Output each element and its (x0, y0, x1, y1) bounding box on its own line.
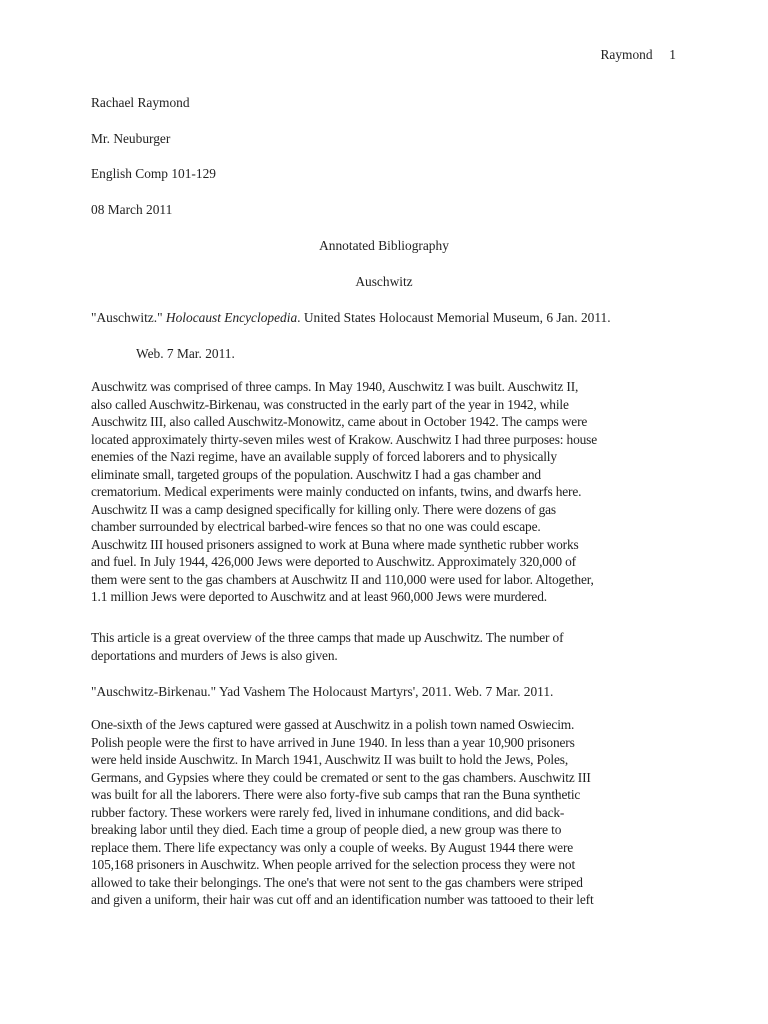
instructor-name: Mr. Neuburger (91, 131, 171, 146)
date: 08 March 2011 (91, 202, 173, 217)
header-page-number: 1 (669, 47, 676, 62)
annotation-1: This article is a great overview of the three camps that made up Auschwitz. The number of deportations and murders of Jews is also given. (91, 630, 564, 663)
running-header (600, 47, 676, 63)
student-name: Rachael Raymond (91, 95, 190, 110)
citation-1-continued: Web. 7 Mar. 2011. (136, 346, 235, 361)
document-subtitle: Auschwitz (355, 274, 413, 289)
citation-2: "Auschwitz-Birkenau." Yad Vashem The Holocaust Martyrs', 2011. Web. 7 Mar. 2011. (91, 684, 554, 699)
citation-1-suffix: . United States Holocaust Memorial Museum, 6 Jan. 2011. (297, 310, 611, 325)
citation-1-italic-title: Holocaust Encyclopedia (165, 310, 298, 325)
summary-2: One-sixth of the Jews captured were gassed at Auschwitz in a polish town named Oswiecim. Polish people were the first to have arrived in June 1940. In less than a year 10,900 prisoners were held inside Auschwitz. In March 1941, Auschwitz II was built to hold the Jews, Poles, Germans, and Gypsies where they could be cremated or sent to the gas chambers. Auschwitz III was built for all the laborers. There were also forty-five sub camps that ran the Buna synthetic rubber factory. These workers were rarely fed, lived in inhumane conditions, and did back- breaking labor until they died. Each time a group of people died, a new group was there to replace them. There life expectancy was only a couple of weeks. By August 1944 there were 105,168 prisoners in Auschwitz. When people arrived for the selection process they were not allowed to take their belongings. The one's that were not sent to the gas chambers were striped and given a uniform, their hair was cut off and an identification number was tattooed to their left (91, 717, 594, 907)
header-name: Raymond (600, 47, 653, 62)
course-name: English Comp 101-129 (91, 166, 216, 181)
summary-1: Auschwitz was comprised of three camps. In May 1940, Auschwitz I was built. Auschwitz II, also called Auschwitz-Birkenau, was constructed in the early part of the year in 1942, while Auschwitz III, also called Auschwitz-Monowitz, came about in October 1942. The camps were located approximately thirty-seven miles west of Krakow. Auschwitz I had three purposes: house enemies of the Nazi regime, have an available supply of forced laborers and to physically eliminate small, targeted groups of the population. Auschwitz I had a gas chamber and crematorium. Medical experiments were mainly conducted on infants, twins, and dwarfs here. Auschwitz II was a camp designed specifically for killing only. There were dozens of gas chamber surrounded by electrical barbed-wire fences so that no one was could escape. Auschwitz III housed prisoners assigned to work at Buna where made synthetic rubber works and fuel. In July 1944, 426,000 Jews were deported to Auschwitz. Approximately 320,000 of them were sent to the gas chambers at Auschwitz II and 110,000 were used for labor. Altogether, 1.1 million Jews were deported to Auschwitz and at least 960,000 Jews were murdered. (91, 379, 598, 604)
citation-1 (91, 310, 611, 326)
citation-1-prefix: "Auschwitz." (91, 310, 166, 325)
document-title: Annotated Bibliography (319, 238, 449, 253)
